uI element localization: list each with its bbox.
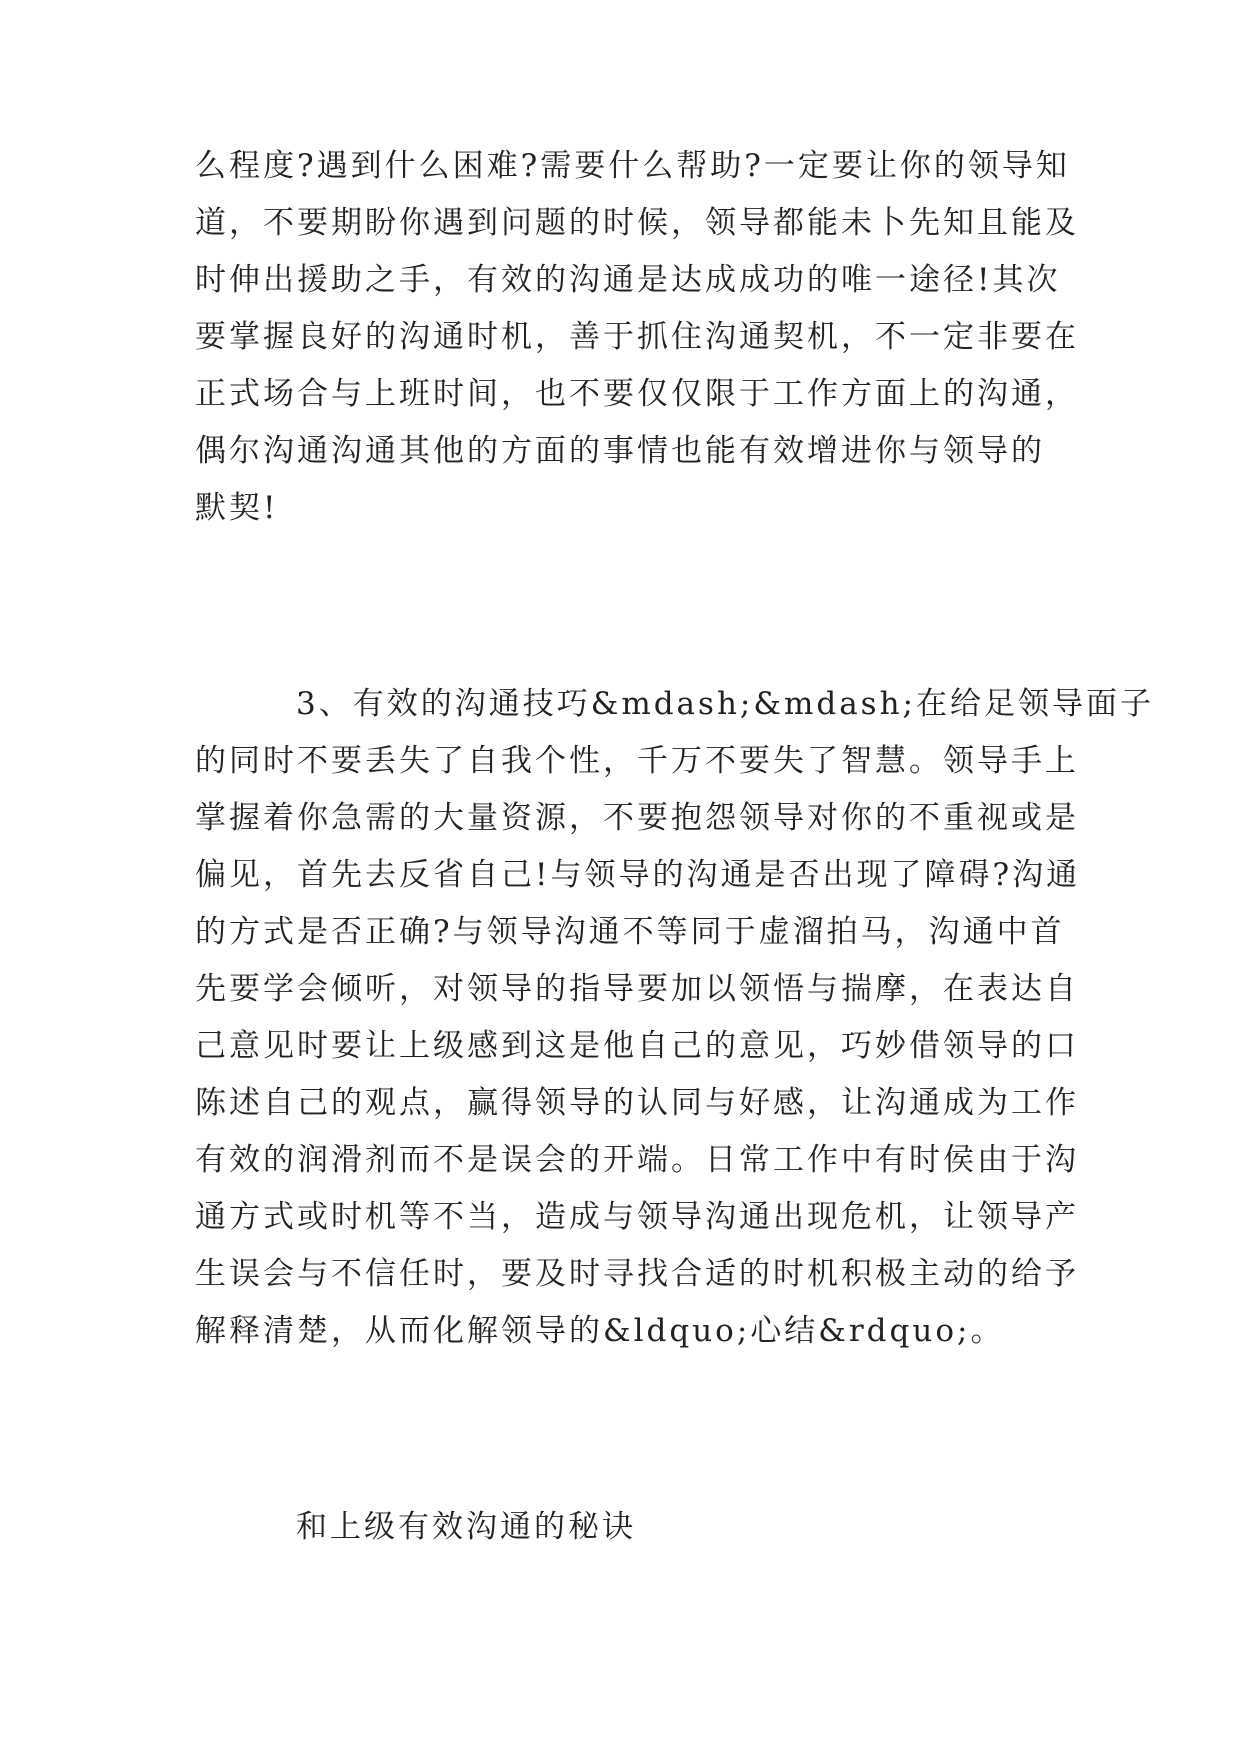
paragraph-2-line-7: 己意见时要让上级感到这是他自己的意见，巧妙借领导的口 bbox=[195, 1028, 1079, 1064]
paragraph-1-line-4: 要掌握良好的沟通时机，善于抓住沟通契机，不一定非要在 bbox=[195, 319, 1079, 355]
paragraph-2-line-9: 有效的润滑剂而不是误会的开端。日常工作中有时侯由于沟 bbox=[195, 1142, 1079, 1178]
paragraph-1-line-5: 正式场合与上班时间，也不要仅仅限于工作方面上的沟通， bbox=[195, 376, 1079, 412]
paragraph-2-line-2: 的同时不要丢失了自我个性，千万不要失了智慧。领导手上 bbox=[195, 743, 1079, 779]
paragraph-1-line-3: 时伸出援助之手，有效的沟通是达成成功的唯一途径!其次 bbox=[195, 262, 1061, 298]
paragraph-2-line-10: 通方式或时机等不当，造成与领导沟通出现危机，让领导产 bbox=[195, 1199, 1079, 1235]
paragraph-1-line-6: 偶尔沟通沟通其他的方面的事情也能有效增进你与领导的 bbox=[195, 433, 1045, 469]
paragraph-2-line-12: 解释清楚，从而化解领导的&ldquo;心结&rdquo;。 bbox=[195, 1313, 1005, 1349]
paragraph-1-line-1: 么程度?遇到什么困难?需要什么帮助?一定要让你的领导知 bbox=[195, 148, 1070, 184]
paragraph-2-line-1: 3、有效的沟通技巧&mdash;&mdash;在给足领导面子 bbox=[296, 686, 1154, 722]
paragraph-2-line-6: 先要学会倾听，对领导的指导要加以领悟与揣摩，在表达自 bbox=[195, 971, 1079, 1007]
paragraph-2-line-8: 陈述自己的观点，赢得领导的认同与好感，让沟通成为工作 bbox=[195, 1085, 1079, 1121]
paragraph-1-line-2: 道，不要期盼你遇到问题的时候，领导都能未卜先知且能及 bbox=[195, 205, 1079, 241]
section-heading: 和上级有效沟通的秘诀 bbox=[296, 1509, 636, 1545]
paragraph-2-line-11: 生误会与不信任时，要及时寻找合适的时机积极主动的给予 bbox=[195, 1256, 1079, 1292]
paragraph-1-line-7: 默契! bbox=[195, 490, 279, 526]
paragraph-2-line-3: 掌握着你急需的大量资源，不要抱怨领导对你的不重视或是 bbox=[195, 800, 1079, 836]
paragraph-2-line-5: 的方式是否正确?与领导沟通不等同于虚溜拍马，沟通中首 bbox=[195, 914, 1065, 950]
paragraph-2-line-4: 偏见，首先去反省自己!与领导的沟通是否出现了障碍?沟通 bbox=[195, 857, 1081, 893]
